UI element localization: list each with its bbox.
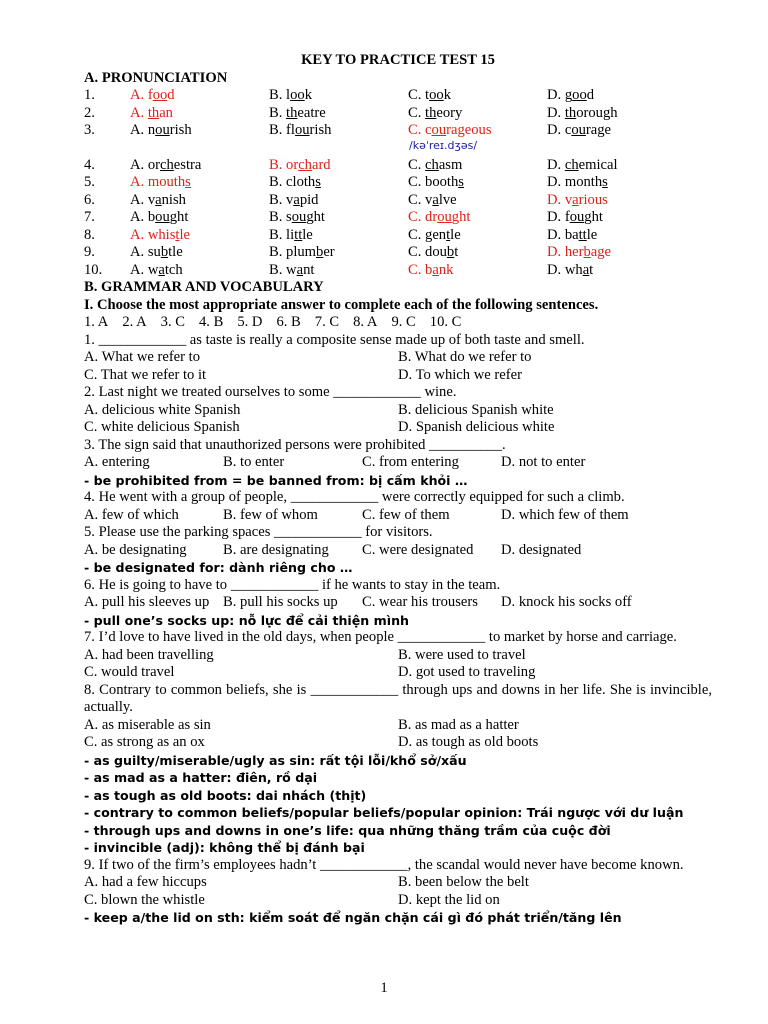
question-4: 4. He went with a group of people, ____________ were correctly equipped for such a climb. <box>84 489 625 505</box>
underlined-sound: oo <box>152 87 168 103</box>
q7-options <box>84 664 712 682</box>
option-c: C. bank <box>408 261 454 278</box>
item-number: 7. <box>84 209 95 225</box>
option: A. be designating <box>84 541 187 558</box>
instruction: I. Choose the most appropriate answer to complete each of the following sentences. <box>84 296 599 313</box>
question-9: 9. If two of the firm’s employees hadn’t ____________, the scandal would never have become known. <box>84 856 684 873</box>
answer-key-item: 3. C <box>160 314 185 330</box>
underlined-sound: a <box>572 191 579 208</box>
underlined-sound: s <box>185 174 191 190</box>
option-d: D. various <box>547 191 608 208</box>
underlined-sound: ou <box>571 122 586 138</box>
pronunciation-row <box>84 192 712 210</box>
option-c: C. theory <box>408 104 463 121</box>
option-c: C. chasm <box>408 156 463 173</box>
option-d: D. good <box>547 87 595 103</box>
option: B. few of whom <box>223 506 318 523</box>
note: - keep a/the lid on sth: kiểm soát để ngăn chặn cái gì đó phát triển/tăng lên <box>84 910 622 925</box>
option-b: B. vapid <box>269 191 319 208</box>
page-number: 1 <box>380 980 388 996</box>
option: A. had a few hiccups <box>84 874 207 890</box>
option: C. wear his trousers <box>362 594 478 610</box>
note: - pull one’s socks up: nỗ lực để cải thiện mình <box>84 612 410 628</box>
option-a: A. bought <box>130 209 189 225</box>
underlined-sound: th <box>564 104 577 121</box>
underlined-sound: a <box>432 261 439 278</box>
option-a: A. nourish <box>130 122 192 138</box>
option-a: A. orchestra <box>130 156 202 173</box>
underlined-sound: tt <box>578 226 587 243</box>
question-5: 5. Please use the parking spaces ____________ for visitors. <box>84 524 433 540</box>
q2-options <box>84 402 712 420</box>
underlined-sound: ch <box>298 156 312 173</box>
ipa-transcription: /kəˈreɪ.dʒəs/ <box>409 138 478 152</box>
underlined-sound: th <box>286 104 298 121</box>
option: B. as mad as a hatter <box>398 716 519 733</box>
question-3: 3. The sign said that unauthorized persons were prohibited __________. <box>84 436 506 453</box>
q2-options <box>84 419 712 437</box>
underlined-sound: a <box>432 191 439 208</box>
option: D. designated <box>501 541 582 558</box>
underlined-sound: oo <box>572 87 587 103</box>
option: A. had been travelling <box>84 646 214 663</box>
underlined-sound: b <box>446 244 455 260</box>
underlined-sound: ou <box>569 209 585 225</box>
item-number: 9. <box>84 244 95 260</box>
answer-key-item: 1. A <box>84 314 109 330</box>
note: - be designated for: dành riêng cho … <box>84 560 353 575</box>
option: A. few of which <box>84 506 179 523</box>
option-d: D. courage <box>547 122 612 138</box>
option: D. knock his socks off <box>501 594 632 610</box>
underlined-sound: th <box>425 104 437 121</box>
option: C. blown the whistle <box>84 891 205 908</box>
q6-options <box>84 594 712 612</box>
q9-options <box>84 874 712 892</box>
option: A. entering <box>84 454 150 470</box>
underlined-sound: b <box>160 244 169 260</box>
underlined-sound: s <box>458 174 464 190</box>
item-number: 4. <box>84 156 95 173</box>
underlined-sound: tt <box>294 226 303 243</box>
option: A. pull his sleeves up <box>84 594 210 610</box>
option: B. pull his socks up <box>223 594 338 610</box>
note: - as guilty/miserable/ugly as sin: rất tội lỗi/khổ sở/xấu <box>84 752 467 768</box>
option: C. few of them <box>362 506 450 523</box>
option: B. been below the belt <box>398 874 529 890</box>
page-title: KEY TO PRACTICE TEST 15 <box>301 52 495 68</box>
option: A. as miserable as sin <box>84 716 211 733</box>
option: A. What we refer to <box>84 349 201 365</box>
q4-options <box>84 507 712 525</box>
option: C. from entering <box>362 454 459 470</box>
option-b: B. cloths <box>269 174 321 190</box>
pronunciation-row <box>84 209 712 227</box>
option: D. kept the lid on <box>398 891 500 908</box>
option-d: D. what <box>547 261 594 278</box>
pronunciation-list <box>84 87 712 279</box>
underlined-sound: ou <box>155 122 170 138</box>
underlined-sound: b <box>583 244 591 260</box>
option-d: D. months <box>547 174 608 190</box>
underlined-sound: ch <box>160 156 174 173</box>
option: D. not to enter <box>501 454 586 470</box>
underlined-sound: ou <box>291 209 307 225</box>
note: - as mad as a hatter: điên, rồ dại <box>84 770 318 785</box>
answer-key-item: 9. C <box>391 314 416 330</box>
document-page <box>84 52 712 927</box>
option: C. would travel <box>84 664 175 680</box>
q9-options <box>84 892 712 910</box>
item-number: 6. <box>84 191 95 208</box>
underlined-sound: a <box>293 191 300 208</box>
underlined-sound: ou <box>437 209 452 225</box>
underlined-sound: ou <box>155 209 170 225</box>
underlined-sound: a <box>582 261 590 278</box>
option: C. as strong as an ox <box>84 734 205 750</box>
underlined-sound: a <box>296 261 304 278</box>
option-b: B. sought <box>269 209 325 225</box>
q5-options <box>84 542 712 560</box>
note: - be prohibited from = be banned from: bị cấm khỏi … <box>84 472 468 488</box>
question-7: 7. I’d love to have lived in the old days, when people ____________ to market by horse and carriage. <box>84 629 677 645</box>
option-b: B. look <box>269 87 312 103</box>
underlined-sound: t <box>446 226 451 243</box>
note: - through ups and downs in one’s life: qua những thăng trầm của cuộc đời <box>84 822 611 838</box>
q1-options <box>84 349 712 367</box>
answer-key-item: 4. B <box>198 314 224 330</box>
question-2: 2. Last night we treated ourselves to some ____________ wine. <box>84 384 457 400</box>
question-6: 6. He is going to have to ____________ if he wants to stay in the team. <box>84 576 501 593</box>
pronunciation-row <box>84 262 712 280</box>
option: B. were used to travel <box>398 646 526 663</box>
item-number: 8. <box>84 226 95 243</box>
option-c: C. doubt <box>408 244 459 260</box>
option-c: C. courageous <box>408 122 492 138</box>
option: D. Spanish delicious white <box>398 419 555 435</box>
q7-options <box>84 647 712 665</box>
option-a: A. watch <box>130 261 183 278</box>
q3-options <box>84 454 712 472</box>
option: C. were designated <box>362 541 474 558</box>
option: B. What do we refer to <box>398 349 532 365</box>
pronunciation-row <box>84 174 712 192</box>
option: D. which few of them <box>501 506 629 523</box>
answer-key-item: 8. A <box>353 314 378 330</box>
option-c: C. valve <box>408 191 457 208</box>
item-number: 2. <box>84 104 95 121</box>
pronunciation-row <box>84 105 712 123</box>
underlined-sound: oo <box>429 87 444 103</box>
note: - invincible (adj): không thể bị đánh bại <box>84 840 365 855</box>
option: D. To which we refer <box>398 366 522 383</box>
option-c: C. booths <box>408 174 464 190</box>
pronunciation-row <box>84 122 712 140</box>
option-a: A. subtle <box>130 244 183 260</box>
option: B. are designating <box>223 541 329 558</box>
option: D. got used to traveling <box>398 664 536 680</box>
underlined-sound: oo <box>290 87 305 103</box>
underlined-sound: ou <box>431 122 447 138</box>
q1-options <box>84 367 712 385</box>
answer-key-item: 6. B <box>276 314 301 330</box>
q8-options <box>84 734 712 752</box>
answer-key-item: 2. A <box>122 314 147 330</box>
answer-key-item: 10. C <box>429 314 462 330</box>
option-b: B. theatre <box>269 104 326 121</box>
underlined-sound: b <box>316 244 324 260</box>
option-b: B. orchard <box>269 156 331 173</box>
answer-key-item: 7. C <box>314 314 340 330</box>
option: B. delicious Spanish white <box>398 401 554 418</box>
option: D. as tough as old boots <box>398 734 539 750</box>
underlined-sound: th <box>147 104 160 121</box>
q8-options <box>84 717 712 735</box>
underlined-sound: s <box>315 174 321 190</box>
option: A. delicious white Spanish <box>84 401 241 418</box>
pronunciation-row <box>84 157 712 175</box>
pronunciation-row <box>84 227 712 245</box>
option-c: C. drought <box>408 209 471 225</box>
item-number: 10. <box>84 261 103 278</box>
option-d: D. thorough <box>547 104 618 121</box>
section-grammar-heading: B. GRAMMAR AND VOCABULARY <box>84 279 324 295</box>
option-c: C. took <box>408 87 451 103</box>
option-d: D. battle <box>547 226 598 243</box>
option: B. to enter <box>223 454 285 470</box>
pronunciation-row <box>84 87 712 105</box>
section-pronunciation-heading: A. PRONUNCIATION <box>84 69 228 86</box>
option-d: D. chemical <box>547 156 618 173</box>
option-d: D. fought <box>547 209 603 225</box>
option-a: A. than <box>130 104 173 121</box>
underlined-sound: a <box>158 261 165 278</box>
item-number: 5. <box>84 174 95 190</box>
question-8: 8. Contrary to common beliefs, she is ____________ through ups and downs in her life. She is invincible, actually. <box>84 681 712 715</box>
note: - contrary to common beliefs/popular beliefs/popular opinion: Trái ngược với dư luận <box>84 805 684 820</box>
option-a: A. food <box>130 87 175 103</box>
underlined-sound: ch <box>425 156 439 173</box>
note: - as tough as old boots: dai nhách (thịt) <box>84 787 367 803</box>
underlined-sound: t <box>175 226 180 243</box>
option-d: D. herbage <box>547 244 612 260</box>
option-b: B. flourish <box>269 122 332 138</box>
option-a: A. vanish <box>130 191 186 208</box>
item-number: 1. <box>84 87 95 103</box>
option-b: B. want <box>269 261 315 278</box>
option-a: A. whistle <box>130 226 191 243</box>
option: C. That we refer to it <box>84 366 207 383</box>
answer-key <box>84 314 712 332</box>
underlined-sound: ch <box>564 156 579 173</box>
question-1: 1. ____________ as taste is really a composite sense made up of both taste and smell. <box>84 331 585 348</box>
underlined-sound: s <box>602 174 608 190</box>
item-number: 3. <box>84 122 95 138</box>
option-b: B. little <box>269 226 313 243</box>
pronunciation-row <box>84 244 712 262</box>
option-a: A. mouths <box>130 174 191 190</box>
underlined-sound: ou <box>294 122 310 138</box>
option-c: C. gentle <box>408 226 461 243</box>
option: C. white delicious Spanish <box>84 419 240 435</box>
answer-key-item: 5. D <box>237 314 263 330</box>
underlined-sound: a <box>155 191 162 208</box>
option-b: B. plumber <box>269 244 335 260</box>
